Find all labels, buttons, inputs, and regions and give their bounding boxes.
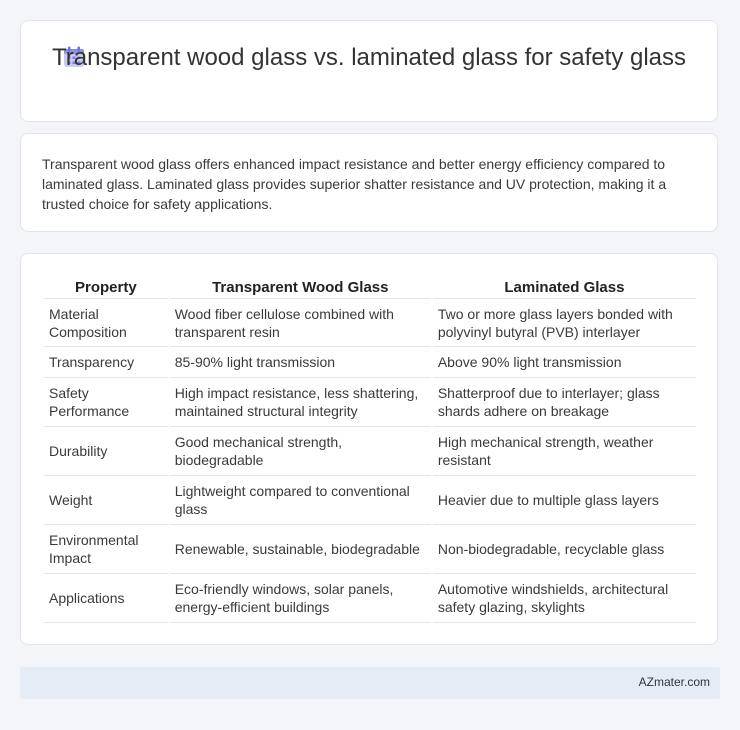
laminated-glass-cell: Automotive windshields, architectural safety glazing, skylights xyxy=(433,574,696,623)
laminated-glass-cell: Two or more glass layers bonded with polyvinyl butyral (PVB) interlayer xyxy=(433,299,696,347)
wood-glass-cell: Eco-friendly windows, solar panels, energy-efficient buildings xyxy=(170,574,431,623)
table-header-row xyxy=(44,276,696,299)
laminated-glass-cell: Heavier due to multiple glass layers xyxy=(433,476,696,525)
summary-card xyxy=(20,133,718,232)
header-transparent-wood-glass: Transparent Wood Glass xyxy=(170,276,431,299)
wood-glass-cell: 85-90% light transmission xyxy=(170,347,431,378)
title-card xyxy=(20,20,718,122)
wood-glass-cell: Renewable, sustainable, biodegradable xyxy=(170,525,431,574)
wood-glass-cell: Good mechanical strength, biodegradable xyxy=(170,427,431,476)
table-row xyxy=(44,525,696,574)
laminated-glass-cell: Above 90% light transmission xyxy=(433,347,696,378)
page-title: Transparent wood glass vs. laminated glass for safety glass xyxy=(51,44,687,71)
wood-glass-cell: High impact resistance, less shattering, maintained structural integrity xyxy=(170,378,431,427)
footer-site-link[interactable]: AZmater.com xyxy=(638,675,710,689)
laminated-glass-cell: Non-biodegradable, recyclable glass xyxy=(433,525,696,574)
property-cell: Applications xyxy=(44,574,168,623)
comparison-table xyxy=(42,276,698,623)
property-cell: Safety Performance xyxy=(44,378,168,427)
footer-bar xyxy=(20,667,720,699)
table-row xyxy=(44,378,696,427)
property-cell: Environmental Impact xyxy=(44,525,168,574)
table-row xyxy=(44,347,696,378)
table-row xyxy=(44,476,696,525)
property-cell: Material Composition xyxy=(44,299,168,347)
table-row xyxy=(44,299,696,347)
summary-text: Transparent wood glass offers enhanced impact resistance and better energy efficiency compared to laminated glass. Laminated glass provides superior shatter resistance and UV protection, making it a trusted choice for safety applications. xyxy=(42,156,667,212)
table-row xyxy=(44,574,696,623)
property-cell: Transparency xyxy=(44,347,168,378)
table-row xyxy=(44,427,696,476)
laminated-glass-cell: Shatterproof due to interlayer; glass shards adhere on breakage xyxy=(433,378,696,427)
wood-glass-cell: Wood fiber cellulose combined with transparent resin xyxy=(170,299,431,347)
comparison-card xyxy=(20,253,718,645)
header-laminated-glass: Laminated Glass xyxy=(433,276,696,299)
property-cell: Weight xyxy=(44,476,168,525)
property-cell: Durability xyxy=(44,427,168,476)
laminated-glass-cell: High mechanical strength, weather resistant xyxy=(433,427,696,476)
header-property: Property xyxy=(44,276,168,299)
wood-glass-cell: Lightweight compared to conventional glass xyxy=(170,476,431,525)
